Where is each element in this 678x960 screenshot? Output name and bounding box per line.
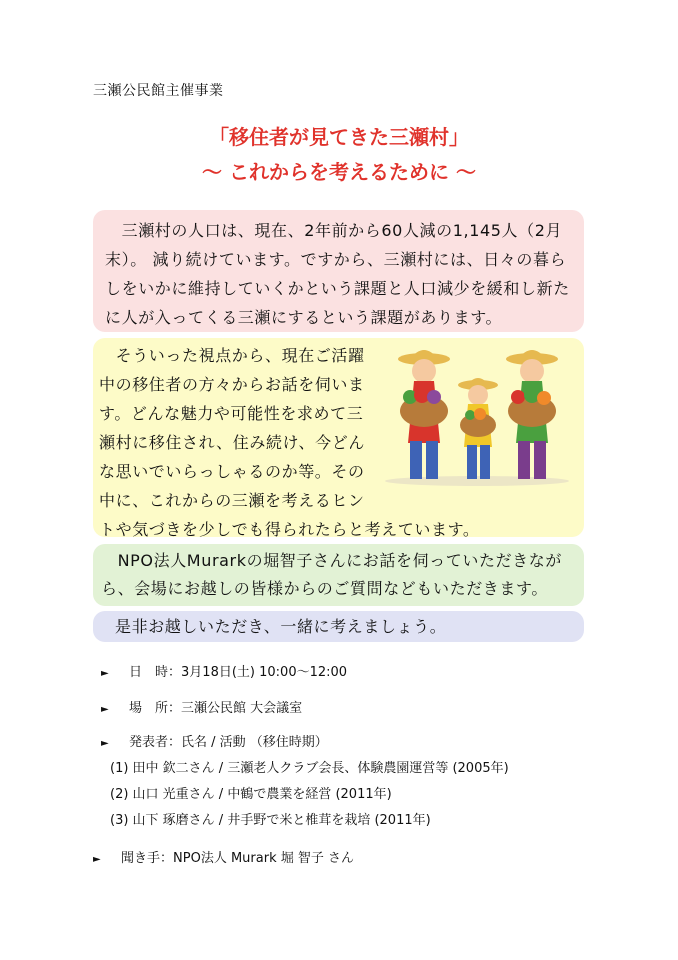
farmer-right <box>506 350 558 479</box>
bullet-icon: ► <box>93 854 101 865</box>
speakers-label: 発表者 <box>129 735 169 750</box>
speakers-value: 氏名 / 活動 （移住時期） <box>181 735 328 750</box>
organizer-label: 三瀬公民館主催事業 <box>93 83 224 99</box>
date-value: 3月18日(土) 10:00～12:00 <box>181 665 348 680</box>
bullet-icon: ► <box>101 738 109 749</box>
farmers-with-vegetable-baskets-icon <box>382 347 572 487</box>
farmer-child <box>458 378 498 479</box>
guest-text: NPO法人Murarkの堀智子さんにお話を伺っていただきながら、会場にお越しの皆様からのご質問などもいただきます。 <box>101 551 562 598</box>
place-value: 三瀬公民館 大会議室 <box>181 701 303 716</box>
farmer-left <box>398 350 450 479</box>
speaker-item: (3) 山下 琢磨さん / 井手野で米と椎茸を栽培 (2011年) <box>110 813 431 828</box>
intro-box <box>93 210 584 332</box>
guest-box <box>93 544 584 606</box>
event-subtitle: ～ これからを考えるために ～ <box>202 160 476 184</box>
purpose-text: そういった視点から、現在ご活躍中の移住者の方々からお話を伺います。どんな魅力や可能性を求めて三瀬村に移住され、住み続け、今どんな思いでいらっしゃるのか等。その中に、これからの三瀬を考えるヒントや気づきを少しでも得られたらと考えています。 <box>99 346 480 539</box>
interviewer-value: NPO法人 Murark 堀 智子 さん <box>173 851 354 866</box>
invite-box <box>93 611 584 642</box>
event-title: 「移住者が見てきた三瀬村」 <box>209 125 469 149</box>
bullet-icon: ► <box>101 668 109 679</box>
place-label: 場 所 <box>129 701 169 716</box>
purpose-box <box>93 338 584 537</box>
speakers-row: ► 発表者：氏名 / 活動 （移住時期） <box>101 735 328 750</box>
interviewer-row: ► 聞き手：NPO法人 Murark 堀 智子 さん <box>93 851 354 866</box>
date-row: ► 日 時：3月18日(土) 10:00～12:00 <box>101 665 348 680</box>
invite-text: 是非お越しいただき、一緒に考えましょう。 <box>115 617 447 636</box>
speaker-item: (1) 田中 欽二さん / 三瀬老人クラブ会長、体験農園運営等 (2005年) <box>110 761 509 776</box>
interviewer-label: 聞き手 <box>121 851 161 866</box>
bullet-icon: ► <box>101 704 109 715</box>
date-label: 日 時 <box>129 665 169 680</box>
speaker-item: (2) 山口 光重さん / 中鶴で農業を経営 (2011年) <box>110 787 392 802</box>
intro-text: 三瀬村の人口は、現在、2年前から60人減の1,145人（2月末）。 減り続けています。ですから、三瀬村には、日々の暮らしをいかに維持していくかという課題と人口減少を緩和し新たに人が入ってくる三瀬にするという課題があります。 <box>105 221 570 327</box>
place-row: ► 場 所：三瀬公民館 大会議室 <box>101 701 303 716</box>
